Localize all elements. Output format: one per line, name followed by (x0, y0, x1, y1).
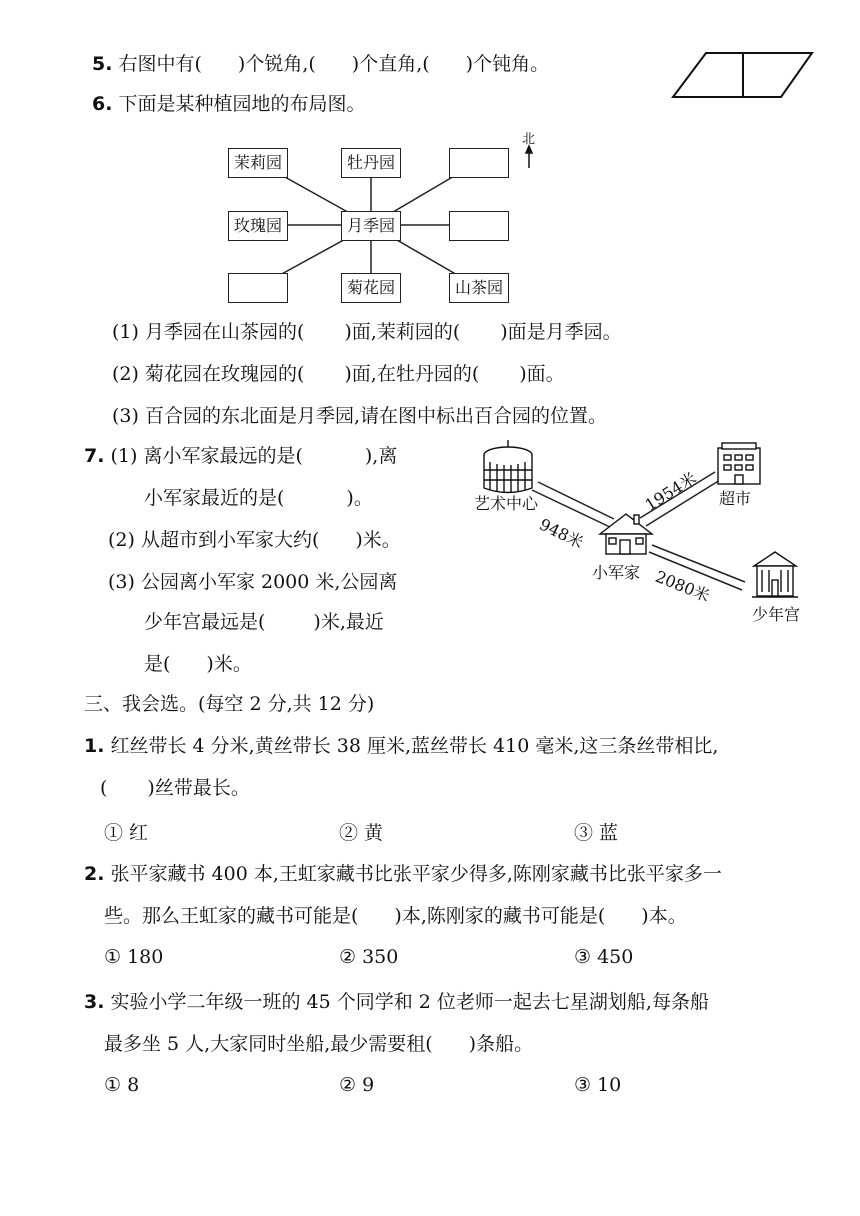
question-text: 是( (144, 653, 171, 675)
question-text: )个钝角。 (465, 53, 550, 75)
question-text: 小军家最近的是( (144, 487, 285, 509)
question-text: 张平家藏书 400 本,王虹家藏书比张平家少得多,陈刚家藏书比张平家多一 (110, 863, 722, 885)
question-text: (1) 月季园在山茶园的( (112, 321, 305, 343)
question-number: 5. (92, 53, 113, 75)
question-text: 红丝带长 4 分米,黄丝带长 38 厘米,蓝丝带长 410 毫米,这三条丝带相比, (110, 735, 719, 757)
question-7-sub3: (3) 公园离小军家 2000 米,公园离 (108, 571, 398, 593)
question-text: (1) 离小军家最远的是( (110, 445, 303, 467)
garden-jasmine: 茉莉园 (228, 148, 288, 178)
question-text: )个直角,( (351, 53, 430, 75)
north-label: 北 (522, 132, 536, 147)
question-7-sub1 (84, 444, 397, 468)
question-text: )米,最近 (313, 611, 384, 633)
question-text: 最多坐 5 人,大家同时坐船,最少需要租( (104, 1033, 433, 1055)
garden-chrysanthemum: 菊花园 (341, 273, 401, 303)
question-6-sub3: (3) 百合园的东北面是月季园,请在图中标出百合园的位置。 (112, 405, 607, 427)
question-text: ),离 (364, 445, 398, 467)
question-number: 7. (84, 445, 105, 467)
supermarket-icon (718, 443, 760, 484)
question-text: )。 (346, 487, 373, 509)
option-1[interactable]: ① 红 (104, 822, 149, 844)
choice-question-3 (84, 990, 709, 1014)
north-arrow-icon (526, 146, 532, 168)
garden-chinese-rose: 月季园 (341, 211, 401, 241)
choice-question-1-cont (100, 776, 250, 800)
option-1[interactable]: ① 180 (104, 946, 164, 968)
map-label-youth-palace: 少年宫 (752, 605, 801, 624)
parallelogram-figure (673, 53, 812, 97)
question-text: )条船。 (468, 1033, 534, 1055)
garden-camellia: 山茶园 (449, 273, 509, 303)
question-text: )面,在牡丹园的( (344, 363, 480, 385)
question-7-sub3-cont (144, 610, 384, 634)
question-text: )面是月季园。 (500, 321, 622, 343)
question-text: 右图中有( (118, 53, 202, 75)
question-number: 2. (84, 863, 105, 885)
youth-palace-icon (752, 552, 798, 597)
question-7-sub3-end (144, 652, 252, 676)
question-text: (2) 从超市到小军家大约( (108, 529, 320, 551)
question-text: )米。 (355, 529, 401, 551)
question-text: 下面是某种植园地的布局图。 (118, 93, 366, 115)
question-text: 些。那么王虹家的藏书可能是( (104, 905, 359, 927)
art-center-icon (484, 440, 532, 493)
option-2[interactable]: ② 9 (339, 1074, 375, 1096)
question-number: 3. (84, 991, 105, 1013)
option-1[interactable]: ① 8 (104, 1074, 140, 1096)
map-distance-palace: 2080米 (652, 566, 713, 606)
question-number: 1. (84, 735, 105, 757)
question-6-sub2 (112, 362, 565, 386)
option-3[interactable]: ③ 蓝 (574, 822, 619, 844)
question-7-sub1-cont (144, 486, 373, 510)
question-text: 少年宫最远是( (144, 611, 266, 633)
question-text: ( (100, 777, 108, 799)
question-text: )米。 (206, 653, 252, 675)
choice-question-1 (84, 734, 718, 758)
option-2[interactable]: ② 350 (339, 946, 399, 968)
option-2[interactable]: ② 黄 (339, 822, 384, 844)
option-3[interactable]: ③ 10 (574, 1074, 622, 1096)
question-text: )面,茉莉园的( (344, 321, 461, 343)
garden-rose: 玫瑰园 (228, 211, 288, 241)
question-text: )本,陈刚家的藏书可能是( (394, 905, 606, 927)
home-icon (600, 514, 652, 554)
map-distance-market: 1954米 (641, 468, 700, 515)
question-5 (92, 52, 549, 76)
map-label-art-center: 艺术中心 (474, 494, 539, 513)
choice-question-2 (84, 862, 722, 886)
map-label-supermarket: 超市 (719, 489, 752, 508)
question-text: )面。 (519, 363, 565, 385)
question-6-title (92, 92, 366, 116)
question-text: )本。 (641, 905, 687, 927)
option-3[interactable]: ③ 450 (574, 946, 634, 968)
map-label-home: 小军家 (592, 563, 641, 582)
choice-question-2-cont (104, 904, 687, 928)
choice-question-3-cont (104, 1032, 533, 1056)
question-text: )丝带最长。 (147, 777, 250, 799)
question-6-sub1 (112, 320, 622, 344)
question-7-sub2 (108, 528, 401, 552)
map-distance-art: 948米 (536, 514, 587, 553)
garden-blank-top-right[interactable] (449, 148, 509, 178)
section-3-title: 三、我会选。(每空 2 分,共 12 分) (84, 693, 375, 715)
garden-blank-bottom-left[interactable] (228, 273, 288, 303)
question-text: (2) 菊花园在玫瑰园的( (112, 363, 305, 385)
question-text: 实验小学二年级一班的 45 个同学和 2 位老师一起去七星湖划船,每条船 (110, 991, 709, 1013)
garden-peony: 牡丹园 (341, 148, 401, 178)
question-text: )个锐角,( (237, 53, 316, 75)
garden-blank-mid-right[interactable] (449, 211, 509, 241)
question-number: 6. (92, 93, 113, 115)
